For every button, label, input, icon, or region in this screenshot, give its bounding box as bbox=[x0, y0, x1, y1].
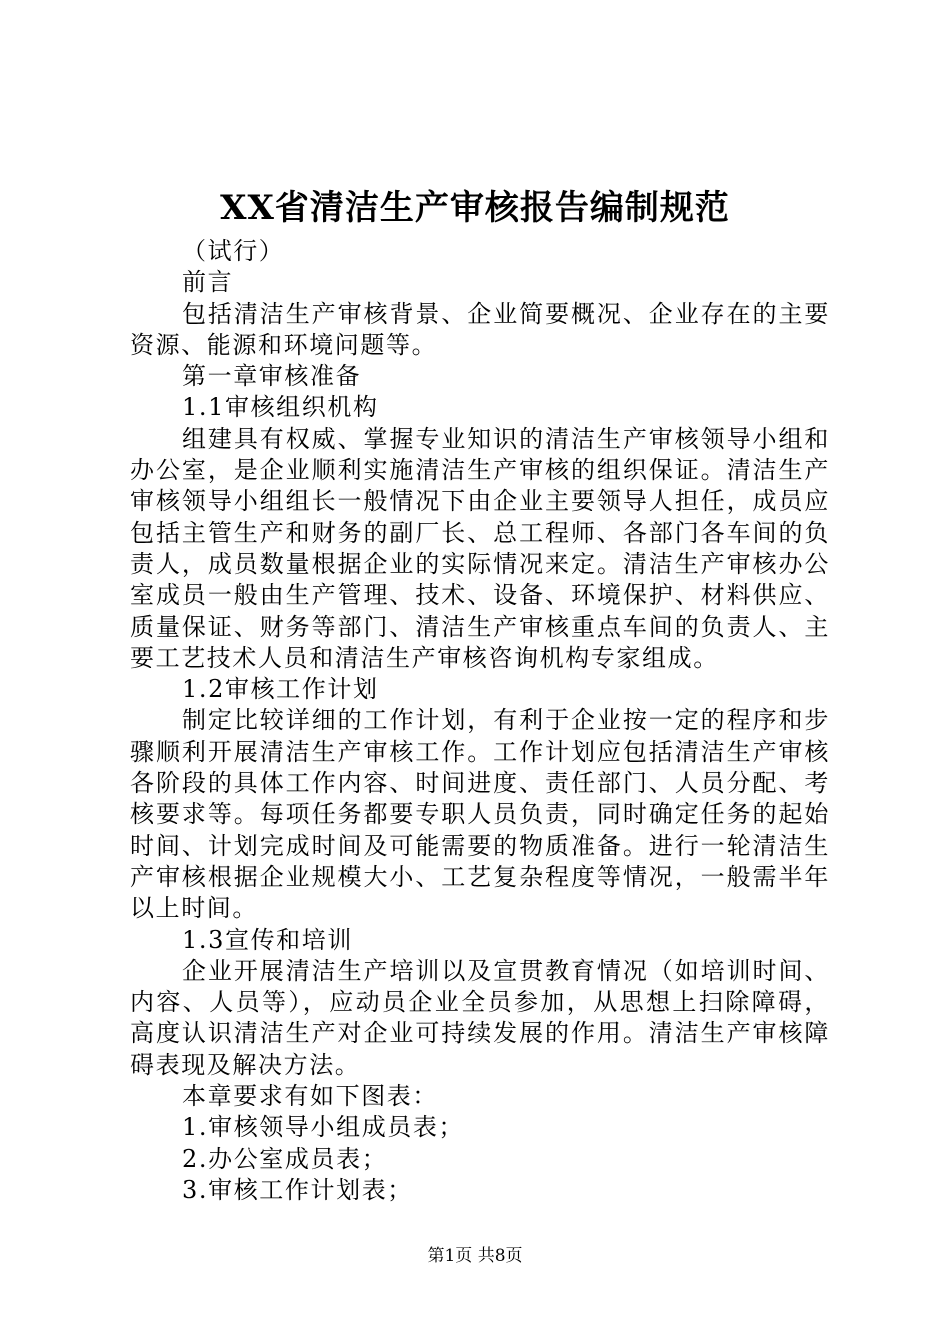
section-heading-1-3: 1.3宣传和培训 bbox=[182, 925, 353, 954]
list-item: 2.办公室成员表； bbox=[182, 1144, 388, 1173]
paragraph-training: 企业开展清洁生产培训以及宣贯教育情况（如培训时间、内容、人员等），应动员企业全员参加，从思想上扫除障碍，高度认识清洁生产对企业可持续发展的作用。清洁生产审核障碍表现及解决方法。 bbox=[130, 956, 830, 1079]
document-body bbox=[130, 236, 830, 1206]
document-title: XX省清洁生产审核报告编制规范 bbox=[220, 188, 730, 228]
paragraph-trial: （试行） bbox=[182, 237, 285, 265]
paragraph-organization: 组建具有权威、掌握专业知识的清洁生产审核领导小组和办公室，是企业顺利实施清洁生产审核的组织保证。清洁生产审核领导小组组长一般情况下由企业主要领导人担任，成员应包括主管生产和财务的副厂长、总工程师、各部门各车间的负责人，成员数量根据企业的实际情况来定。清洁生产审核办公室成员一般由生产管理、技术、设备、环境保护、材料供应、质量保证、财务等部门、清洁生产审核重点车间的负责人、主要工艺技术人员和清洁生产审核咨询机构专家组成。 bbox=[130, 424, 830, 672]
section-heading-1-2: 1.2审核工作计划 bbox=[182, 675, 379, 704]
paragraph-required-tables: 本章要求有如下图表： bbox=[182, 1082, 438, 1111]
page-footer: 第1页 共8页 bbox=[427, 1246, 523, 1266]
section-heading-1-1: 1.1审核组织机构 bbox=[182, 393, 379, 422]
list-item: 3.审核工作计划表； bbox=[182, 1175, 413, 1204]
chapter-heading: 第一章审核准备 bbox=[182, 362, 362, 391]
paragraph-preface-heading: 前言 bbox=[182, 268, 234, 297]
paragraph-work-plan: 制定比较详细的工作计划，有利于企业按一定的程序和步骤顺利开展清洁生产审核工作。工作计划应包括清洁生产审核各阶段的具体工作内容、时间进度、责任部门、人员分配、考核要求等。每项任务都要专职人员负责，同时确定任务的起始时间、计划完成时间及可能需要的物质准备。进行一轮清洁生产审核根据企业规模大小、工艺复杂程度等情况，一般需半年以上时间。 bbox=[130, 706, 830, 923]
paragraph-preface-text: 包括清洁生产审核背景、企业简要概况、企业存在的主要资源、能源和环境问题等。 bbox=[130, 299, 830, 359]
list-item: 1.审核领导小组成员表； bbox=[182, 1113, 465, 1142]
